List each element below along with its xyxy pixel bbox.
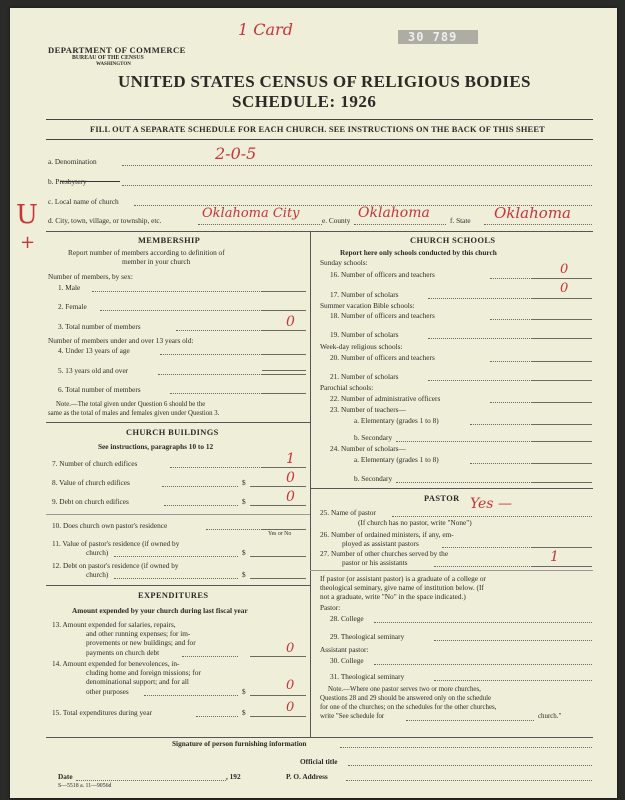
assistant-subhead: Assistant pastor: [320, 645, 369, 654]
card-note: 1 Card [238, 20, 293, 39]
membership-title: MEMBERSHIP [138, 236, 201, 245]
q31-label: 31. Theological seminary [330, 672, 405, 681]
q9-value: 0 [286, 489, 295, 505]
q21-label: 21. Number of scholars [330, 372, 399, 381]
q15-value: 0 [286, 700, 295, 715]
form-number: S—5518 a. 11—9056d [58, 783, 112, 789]
pastor-note-2: Questions 28 and 29 should be answered only on the schedule [320, 695, 492, 702]
pastor-subhead: Pastor: [320, 603, 341, 612]
q30-label: 30. College [330, 656, 364, 665]
q7-label: 7. Number of church edifices [52, 459, 138, 468]
local-name-label: c. Local name of church [48, 197, 119, 206]
state-label: f. State [450, 216, 471, 225]
county-value: Oklahoma [358, 205, 430, 221]
stamp-number: 30 789 [408, 30, 458, 44]
q3-value: 0 [286, 314, 295, 330]
grad-instruction: If pastor (or assistant pastor) is a graduate of a college or [320, 574, 486, 583]
pastor-note: Note.—Where one pastor serves two or more churches, [328, 686, 481, 693]
schools-intro: Report here only schools conducted by this church [340, 248, 497, 257]
q25-value: Yes — [470, 496, 512, 512]
q14-label-2: cluding home and foreign missions; for [86, 668, 201, 677]
membership-note: Note.—The total given under Question 6 should be the [56, 401, 206, 408]
pastor-title: PASTOR [424, 494, 460, 503]
yes-no-hint: Yes or No [268, 531, 292, 537]
schools-parochial: Parochial schools: [320, 383, 374, 392]
q16-label: 16. Number of officers and teachers [330, 270, 435, 279]
q10-label: 10. Does church own pastor's residence [52, 521, 168, 530]
q13-label-3: provements or new buildings; and for [86, 638, 196, 647]
q26-label: 26. Number of ordained ministers, if any, em- [320, 530, 454, 539]
signature-label: Signature of person furnishing information [172, 739, 307, 748]
q15-label: 15. Total expenditures during year [52, 708, 153, 717]
schools-weekday: Week-day religious schools: [320, 342, 403, 351]
q4-label: 4. Under 13 years of age [58, 346, 130, 355]
q27-label: 27. Number of other churches served by the [320, 549, 449, 558]
official-title-label: Official title [300, 757, 338, 766]
membership-intro: Report number of members according to definition of [68, 248, 225, 257]
grad-instruction-3: not a graduate, write "No" in the space indicated.) [320, 592, 466, 601]
schools-title: CHURCH SCHOOLS [410, 236, 496, 245]
po-address-label: P. O. Address [286, 772, 328, 781]
denomination-value: 2-0-5 [215, 144, 257, 163]
instruction-line: FILL OUT A SEPARATE SCHEDULE FOR EACH CHURCH. SEE INSTRUCTIONS ON THE BACK OF THIS SHEET [90, 125, 545, 134]
q7-value: 1 [286, 451, 295, 467]
q22-label: 22. Number of administrative officers [330, 394, 441, 403]
q8-label: 8. Value of church edifices [52, 478, 130, 487]
expenditures-title: EXPENDITURES [138, 591, 209, 600]
census-schedule-sheet [10, 8, 617, 798]
q2-label: 2. Female [58, 302, 87, 311]
pastor-note-4: write "See schedule for [320, 713, 385, 720]
membership-note-2: same as the total of males and females given under Question 3. [48, 410, 220, 417]
q14-label-3: denominational support; and for all [86, 677, 189, 686]
q17-value: 0 [560, 281, 569, 296]
county-label: e. County [322, 216, 351, 225]
page-title: UNITED STATES CENSUS OF RELIGIOUS BODIES [118, 72, 531, 91]
date-label: Date [58, 772, 73, 781]
q29-label: 29. Theological seminary [330, 632, 405, 641]
presbytery-label: b. Presbytery [48, 177, 87, 186]
q23-label: 23. Number of teachers— [330, 405, 406, 414]
q13-label: 13. Amount expended for salaries, repairs, [52, 620, 176, 629]
page-subtitle: SCHEDULE: 1926 [232, 92, 377, 111]
q12-label: 12. Debt on pastor's residence (if owned by [52, 561, 179, 570]
q12-dollar: $ [242, 570, 246, 579]
q23a-label: a. Elementary (grades 1 to 8) [354, 416, 439, 425]
year-label: , 192 [226, 772, 241, 781]
q24a-label: a. Elementary (grades 1 to 8) [354, 455, 439, 464]
q13-value: 0 [286, 641, 295, 656]
city-value: Oklahoma City [202, 206, 300, 221]
membership-intro-2: member in your church [122, 257, 191, 266]
q19-label: 19. Number of scholars [330, 330, 399, 339]
q13-label-2: and other running expenses; for im- [86, 629, 191, 638]
q3-label: 3. Total number of members [58, 322, 141, 331]
city-name: WASHINGTON [96, 62, 131, 67]
q1-label: 1. Male [58, 283, 81, 292]
q28-label: 28. College [330, 614, 364, 623]
q24-label: 24. Number of scholars— [330, 444, 406, 453]
q11-label-2: church) [86, 548, 109, 557]
schools-summer: Summer vacation Bible schools: [320, 301, 415, 310]
city-label: d. City, town, village, or township, etc. [48, 216, 162, 225]
margin-mark-u: U [16, 200, 38, 230]
membership-by-sex: Number of members, by sex: [48, 272, 133, 281]
dept-name: DEPARTMENT OF COMMERCE [48, 45, 186, 55]
q12-label-2: church) [86, 570, 109, 579]
pastor-note-4b: church." [538, 713, 562, 720]
state-value: Oklahoma [494, 204, 571, 222]
buildings-intro: See instructions, paragraphs 10 to 12 [98, 442, 214, 451]
q25-note: (If church has no pastor, write "None") [358, 518, 472, 527]
q15-dollar: $ [242, 708, 246, 717]
q17-label: 17. Number of scholars [330, 290, 399, 299]
q26-label-2: ployed as assistant pastors [342, 539, 419, 548]
q8-dollar: $ [242, 478, 246, 487]
q25-label: 25. Name of pastor [320, 508, 376, 517]
q16-value: 0 [560, 262, 569, 277]
q11-label: 11. Value of pastor's residence (if owned by [52, 539, 180, 548]
bureau-name: BUREAU OF THE CENSUS [72, 55, 144, 61]
q14-dollar: $ [242, 687, 246, 696]
q9-dollar: $ [242, 497, 246, 506]
q6-label: 6. Total number of members [58, 385, 141, 394]
q20-label: 20. Number of officers and teachers [330, 353, 435, 362]
q8-value: 0 [286, 470, 295, 486]
q27-label-2: pastor or his assistants [342, 558, 408, 567]
q24b-label: b. Secondary [354, 474, 393, 483]
pastor-note-3: for one of the churches; on the schedules for the other churches, [320, 704, 497, 711]
q11-dollar: $ [242, 548, 246, 557]
grad-instruction-2: theological seminary, give name of institution below. (If [320, 583, 484, 592]
q13-label-4: payments on church debt [86, 648, 160, 657]
q27-value: 1 [550, 549, 559, 565]
q9-label: 9. Debt on church edifices [52, 497, 129, 506]
expenditures-intro: Amount expended by your church during last fiscal year [72, 606, 248, 615]
membership-under-over: Number of members under and over 13 years old: [48, 336, 194, 345]
denomination-label: a. Denomination [48, 157, 97, 166]
q5-label: 5. 13 years old and over [58, 366, 129, 375]
q14-label: 14. Amount expended for benevolences, in- [52, 659, 180, 668]
margin-mark-plus: + [20, 232, 36, 253]
q23b-label: b. Secondary [354, 433, 393, 442]
buildings-title: CHURCH BUILDINGS [126, 428, 219, 437]
schools-sunday: Sunday schools: [320, 258, 368, 267]
q14-label-4: other purposes [86, 687, 129, 696]
q14-value: 0 [286, 678, 295, 693]
q18-label: 18. Number of officers and teachers [330, 311, 435, 320]
